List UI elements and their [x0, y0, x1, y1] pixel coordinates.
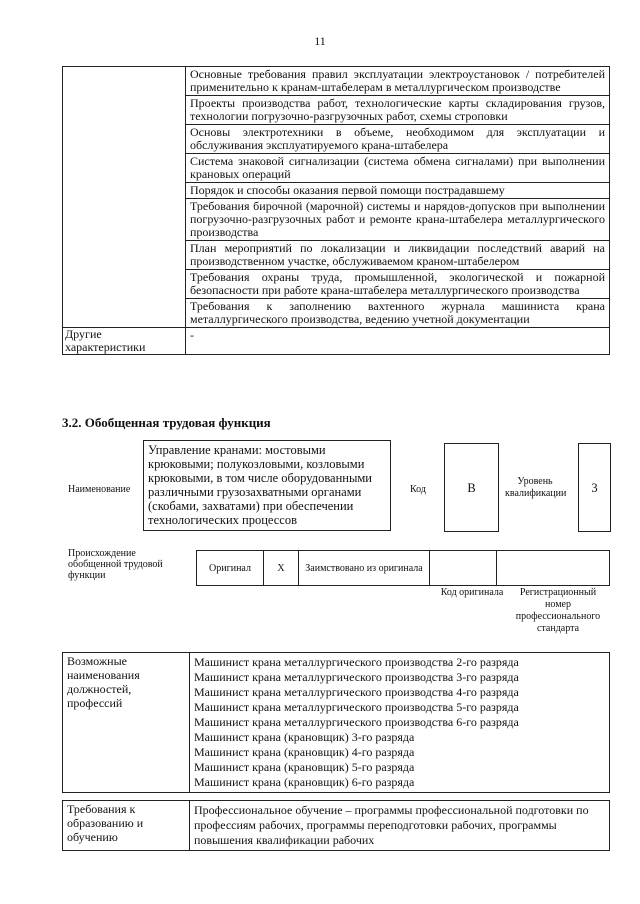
knowledge-table [62, 66, 610, 355]
position-item: Машинист крана металлургического производства 5-го разряда [194, 700, 519, 714]
origin-reg-number-cell [497, 551, 610, 586]
origin-code-cell [430, 551, 497, 586]
section-heading: 3.2. Обобщенная трудовая функция [62, 415, 271, 430]
function-name-value: Управление кранами: мостовыми крюковыми; полукозловыми, козловыми крюковыми, в том числе оборудованными различными грузозахватными органами (скобами, захватами) при обеспечении технологических процессов [143, 440, 391, 531]
position-item: Машинист крана (крановщик) 4-го разряда [194, 745, 415, 759]
origin-borrowed-label: Заимствовано из оригинала [299, 551, 430, 586]
position-item: Машинист крана металлургического производства 4-го разряда [194, 685, 519, 699]
knowledge-item: Требования охраны труда, промышленной, экологической и пожарной безопасности при работе крана-штабелера металлургического производства [186, 270, 610, 299]
origin-original-label: Оригинал [197, 551, 264, 586]
knowledge-item: Требования к заполнению вахтенного журнала машиниста крана металлургического производства, ведению учетной документации [186, 299, 610, 328]
education-table [62, 800, 610, 851]
origin-mark: X [264, 551, 299, 586]
position-item: Машинист крана (крановщик) 5-го разряда [194, 760, 415, 774]
knowledge-item: Основные требования правил эксплуатации электроустановок / потребителей применительно к кранам-штабелерам в металлургическом производстве [186, 67, 610, 96]
education-label: Требования к образованию и обучению [63, 801, 190, 851]
position-item: Машинист крана (крановщик) 6-го разряда [194, 775, 415, 789]
qualification-level-label: Уровень квалификации [505, 476, 567, 499]
name-label: Наименование [68, 484, 131, 495]
code-label: Код [410, 484, 426, 495]
code-original-caption: Код оригинала [440, 587, 504, 598]
knowledge-item: Порядок и способы оказания первой помощи пострадавшему [186, 183, 610, 199]
position-item: Машинист крана металлургического производства 6-го разряда [194, 715, 519, 729]
code-value: B [444, 443, 499, 532]
origin-label: Происхождение обобщенной трудовой функции [68, 548, 163, 581]
position-item: Машинист крана металлургического производства 3-го разряда [194, 670, 519, 684]
position-item: Машинист крана (крановщик) 3-го разряда [194, 730, 415, 744]
knowledge-item: Основы электротехники в объеме, необходимом для эксплуатации и обслуживания эксплуатируемого крана-штабелера [186, 125, 610, 154]
knowledge-item: Система знаковой сигнализации (система обмена сигналами) при выполнении крановых операций [186, 154, 610, 183]
page-number: 11 [314, 34, 326, 48]
position-item: Машинист крана металлургического производства 2-го разряда [194, 655, 519, 669]
other-characteristics-value: - [186, 328, 610, 355]
reg-number-caption: Регистрационный номер профессионального стандарта [515, 587, 601, 634]
qualification-level-value: 3 [578, 443, 611, 532]
positions-label: Возможные наименования должностей, профессий [63, 653, 190, 793]
positions-table [62, 652, 610, 793]
positions-list [190, 653, 610, 793]
knowledge-item: План мероприятий по локализации и ликвидации последствий аварий на производственном участке, обслуживаемом краном-штабелером [186, 241, 610, 270]
origin-table [196, 550, 610, 586]
education-value: Профессиональное обучение – программы профессиональной подготовки по профессиям рабочих, программы переподготовки рабочих, программы повышения квалификации рабочих [190, 801, 610, 851]
knowledge-item: Проекты производства работ, технологические карты складирования грузов, технологии погрузочно-разгрузочных работ, схемы строповки [186, 96, 610, 125]
other-characteristics-label: Другие характеристики [63, 328, 186, 355]
knowledge-label-cell [63, 67, 186, 328]
knowledge-item: Требования бирочной (марочной) системы и нарядов-допусков при выполнении погрузочно-разгрузочных работ и ремонте крана-штабелера металлургического производства [186, 199, 610, 241]
